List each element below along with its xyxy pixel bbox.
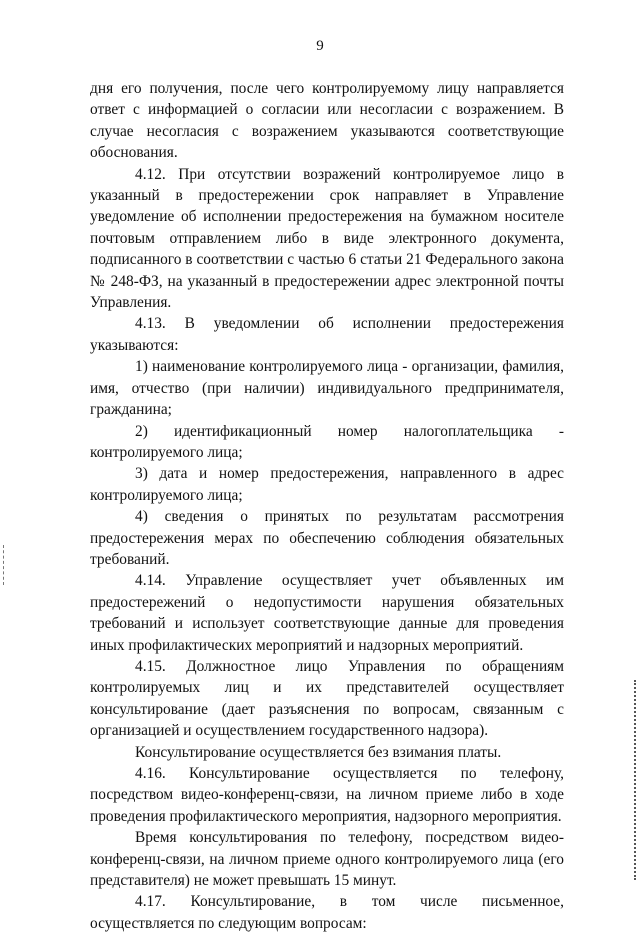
- scan-margin-mark: [3, 545, 6, 585]
- list-item-4: 4) сведения о принятых по результатам рассмотрения предостережения мерах по обеспечению соблюдения обязательных требований.: [90, 508, 564, 568]
- list-item-2: 2) идентификационный номер налогоплательщика - контролируемого лица;: [90, 422, 564, 461]
- document-body: [90, 78, 564, 934]
- list-item-3: 3) дата и номер предостережения, направленного в адрес контролируемого лица;: [90, 465, 564, 504]
- paragraph-free-of-charge: Консультирование осуществляется без взимания платы.: [135, 743, 502, 761]
- paragraph-continuation: дня его получения, после чего контролируемому лицу направляется ответ с информацией о согласии или несогласии с возражением. В случае несогласия с возражением указываются соответствующие обоснования.: [90, 80, 564, 162]
- paragraph-4-14: 4.14. Управление осуществляет учет объявленных им предостережений о недопустимости нарушения обязательных требований и использует соответствующие данные для проведения иных профилактических мероприятий и надзорных мероприятий.: [90, 572, 564, 654]
- paragraph-4-13: 4.13. В уведомлении об исполнении предостережения указываются:: [90, 315, 564, 354]
- paragraph-consult-time: Время консультирования по телефону, посредством видео-конференц-связи, на личном приеме одного контролируемого лица (его представителя) не может превышать 15 минут.: [90, 829, 564, 890]
- page-number: 9: [316, 38, 324, 54]
- paragraph-4-12: 4.12. При отсутствии возражений контролируемое лицо в указанный в предостережении срок направляет в Управление уведомление об исполнении предостережения на бумажном носителе почтовым отправлением либо в виде электронного документа, подписанного в соответствии с частью 6 статьи 21 Федерального закона № 248-ФЗ, на указанный в предостережении адрес электронной почты Управления.: [90, 165, 564, 312]
- paragraph-4-15: 4.15. Должностное лицо Управления по обращениям контролируемых лиц и их представителей осуществляет консультирование (дает разъяснения по вопросам, связанным с организацией и осуществлением государственного надзора).: [90, 657, 564, 740]
- paragraph-4-17: 4.17. Консультирование, в том числе письменное, осуществляется по следующим вопросам:: [90, 893, 564, 932]
- paragraph-4-16: 4.16. Консультирование осуществляется по телефону, посредством видео-конференц-связи, на личном приеме либо в ходе проведения профилактического мероприятия, надзорного мероприятия.: [90, 765, 564, 825]
- scan-edge-mark: [634, 680, 639, 880]
- list-item-1: 1) наименование контролируемого лица - организации, фамилия, имя, отчество (при наличии) индивидуального предпринимателя, гражданина;: [90, 358, 564, 419]
